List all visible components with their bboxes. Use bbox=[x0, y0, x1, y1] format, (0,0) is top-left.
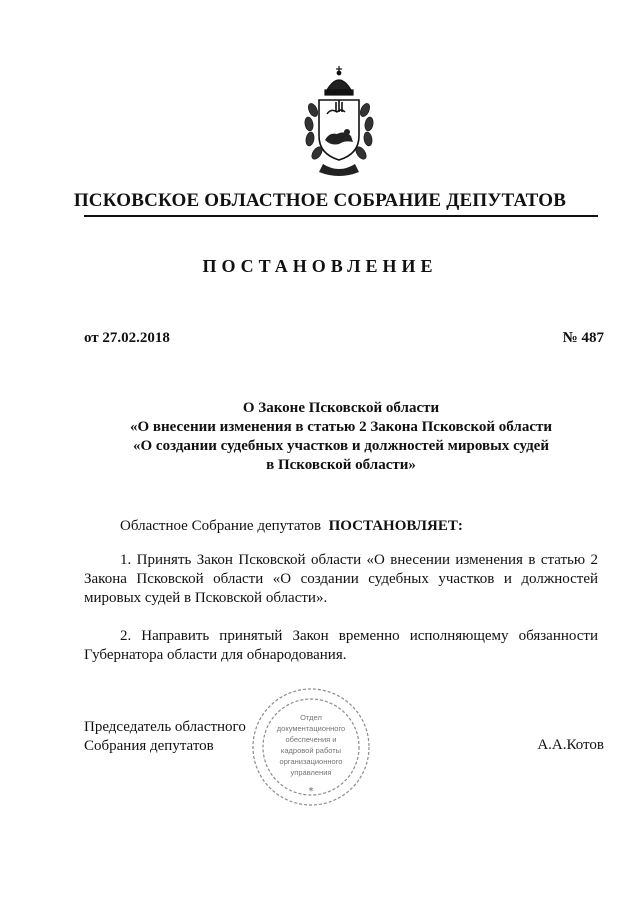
stamp-text-line: организационного bbox=[279, 757, 343, 766]
document-date: от 27.02.2018 bbox=[84, 330, 170, 346]
document-number: № 487 bbox=[562, 330, 604, 346]
subject-line: «О создании судебных участков и должностей мировых судей bbox=[133, 438, 549, 454]
svg-text:*: * bbox=[308, 786, 314, 797]
seal-stamp-icon bbox=[250, 686, 372, 808]
stamp-text-line: обеспечения и bbox=[285, 735, 337, 744]
header-divider bbox=[84, 215, 598, 217]
subject-line: «О внесении изменения в статью 2 Закона Псковской области bbox=[129, 419, 553, 435]
coat-of-arms-icon bbox=[289, 64, 389, 180]
signatory-title bbox=[84, 718, 246, 756]
stamp-text-line: управления bbox=[290, 768, 332, 777]
lead-text: Областное Собрание депутатов bbox=[120, 518, 322, 534]
resolution-paragraph: 1. Принять Закон Псковской области «О внесении изменения в статью 2 Закона Псковской области «О создании судебных участков и должностей мировых судей в Псковской области». bbox=[84, 552, 598, 606]
subject-line: в Псковской области» bbox=[266, 457, 416, 473]
organization-title: ПСКОВСКОЕ ОБЛАСТНОЕ СОБРАНИЕ ДЕПУТАТОВ bbox=[73, 190, 567, 211]
resolution-paragraph: 2. Направить принятый Закон временно исполняющему обязанности Губернатора области для обнародования. bbox=[84, 628, 598, 663]
subject-line: О Законе Псковской области bbox=[242, 400, 440, 416]
signatory-title-line: Собрания депутатов bbox=[84, 738, 214, 754]
stamp-text-line: Отдел bbox=[300, 713, 322, 722]
stamp-text-line: кадровой работы bbox=[280, 746, 342, 755]
document-subject bbox=[84, 399, 598, 475]
signatory-title-line: Председатель областного bbox=[84, 719, 246, 735]
document-type-heading: ПОСТАНОВЛЕНИЕ bbox=[202, 256, 438, 276]
stamp-text-line: документационного bbox=[276, 724, 346, 733]
lead-emphasis: ПОСТАНОВЛЯЕТ: bbox=[328, 518, 463, 534]
resolution-lead bbox=[120, 518, 463, 535]
signatory-name: А.А.Котов bbox=[537, 737, 604, 753]
